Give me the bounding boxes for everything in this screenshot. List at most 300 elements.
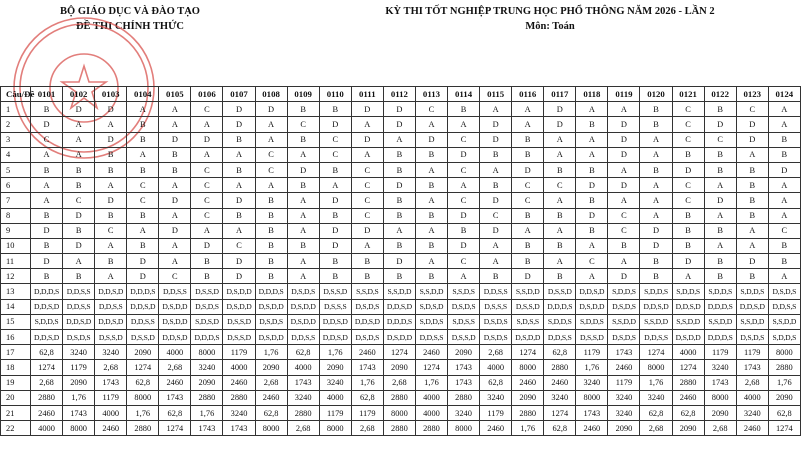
- answer-cell: 2,68: [255, 375, 287, 390]
- answer-cell: D: [319, 238, 351, 253]
- answer-cell: B: [672, 208, 704, 223]
- answer-cell: 1,76: [191, 405, 223, 420]
- answer-cell: 1,76: [415, 375, 447, 390]
- answer-cell: D: [31, 254, 63, 269]
- answer-cell: C: [127, 178, 159, 193]
- answer-cell: B: [255, 223, 287, 238]
- answer-cell: 1743: [63, 405, 95, 420]
- answer-cell: 8000: [255, 421, 287, 436]
- answer-cell: B: [704, 162, 736, 177]
- answer-cell: 1743: [448, 375, 480, 390]
- question-number: 2: [1, 117, 31, 132]
- answer-cell: A: [159, 254, 191, 269]
- answer-cell: A: [608, 162, 640, 177]
- answer-cell: D: [480, 132, 512, 147]
- answer-cell: 2,68: [287, 421, 319, 436]
- answer-cell: D: [383, 178, 415, 193]
- answer-cell: A: [31, 178, 63, 193]
- answer-cell: D,S,D,S: [480, 314, 512, 329]
- exam-code-header: 0120: [640, 87, 672, 102]
- answer-cell: 4000: [480, 360, 512, 375]
- answer-cell: B: [255, 193, 287, 208]
- answer-cell: C: [127, 193, 159, 208]
- answer-cell: D,D,S,S: [95, 299, 127, 314]
- answer-cell: D,D,S,S: [640, 330, 672, 345]
- answer-cell: C: [768, 223, 800, 238]
- answer-cell: 1,76: [640, 375, 672, 390]
- answer-cell: B: [95, 208, 127, 223]
- answer-cell: 2880: [415, 421, 447, 436]
- answer-cell: B: [127, 162, 159, 177]
- answer-cell: A: [95, 117, 127, 132]
- answer-cell: D,S,D,D: [223, 284, 255, 299]
- answer-cell: D: [191, 238, 223, 253]
- answer-cell: D,S,S,D: [127, 330, 159, 345]
- answer-cell: C: [672, 193, 704, 208]
- exam-code-header: 0123: [736, 87, 768, 102]
- table-row: [1, 193, 801, 208]
- answer-cell: 2880: [448, 390, 480, 405]
- answer-cell: D: [223, 102, 255, 117]
- answer-cell: D: [672, 162, 704, 177]
- answer-cell: A: [736, 223, 768, 238]
- answer-cell: D,S,D,D: [159, 299, 191, 314]
- table-row: [1, 345, 801, 360]
- question-number: 12: [1, 269, 31, 284]
- answer-cell: 1,76: [255, 345, 287, 360]
- answer-cell: 2090: [63, 375, 95, 390]
- question-number: 21: [1, 405, 31, 420]
- answer-cell: A: [640, 132, 672, 147]
- answer-cell: D: [704, 193, 736, 208]
- answer-cell: A: [608, 254, 640, 269]
- answer-cell: D,D,S,S: [544, 330, 576, 345]
- answer-cell: C: [95, 223, 127, 238]
- answer-cell: 2,68: [704, 421, 736, 436]
- answer-cell: A: [127, 147, 159, 162]
- answer-cell: A: [159, 117, 191, 132]
- answer-cell: D,D,S,D: [31, 299, 63, 314]
- answer-cell: B: [672, 223, 704, 238]
- answer-cell: D,S,S,D: [512, 299, 544, 314]
- answer-cell: 2460: [512, 375, 544, 390]
- answer-cell: 2880: [31, 390, 63, 405]
- answer-cell: A: [544, 147, 576, 162]
- answer-cell: B: [736, 178, 768, 193]
- answer-cell: 2460: [95, 421, 127, 436]
- answer-cell: 2880: [512, 405, 544, 420]
- answer-cell: B: [512, 208, 544, 223]
- answer-cell: D,S,D,S: [287, 284, 319, 299]
- answer-cell: 2460: [480, 421, 512, 436]
- answer-cell: 2460: [31, 405, 63, 420]
- answer-cell: B: [255, 269, 287, 284]
- table-row: [1, 330, 801, 345]
- answer-cell: B: [31, 269, 63, 284]
- answer-cell: A: [255, 178, 287, 193]
- answer-cell: 1743: [223, 421, 255, 436]
- answer-cell: 4000: [223, 360, 255, 375]
- answer-cell: C: [287, 117, 319, 132]
- answer-cell: D: [159, 223, 191, 238]
- answer-cell: B: [608, 238, 640, 253]
- answer-cell: B: [736, 193, 768, 208]
- answer-cell: D: [255, 102, 287, 117]
- answer-cell: D,S,S,D: [544, 284, 576, 299]
- answer-cell: 1,76: [319, 345, 351, 360]
- answer-cell: D,S,D,S: [608, 299, 640, 314]
- answer-cell: S,D,S,D: [415, 299, 447, 314]
- answer-cell: B: [223, 132, 255, 147]
- answer-cell: D,D,D,S: [704, 299, 736, 314]
- answer-cell: 4000: [415, 390, 447, 405]
- answer-cell: B: [95, 254, 127, 269]
- answer-cell: 3240: [480, 390, 512, 405]
- table-row: [1, 117, 801, 132]
- answer-cell: B: [255, 254, 287, 269]
- answer-cell: S,D,D,S: [736, 284, 768, 299]
- answer-cell: A: [191, 147, 223, 162]
- exam-code-header: 0101: [31, 87, 63, 102]
- answer-cell: B: [640, 269, 672, 284]
- answer-cell: B: [576, 193, 608, 208]
- question-number: 1: [1, 102, 31, 117]
- answer-cell: D: [223, 254, 255, 269]
- answer-cell: B: [448, 223, 480, 238]
- answer-cell: B: [383, 208, 415, 223]
- answer-cell: B: [512, 254, 544, 269]
- exam-code-header: 0115: [480, 87, 512, 102]
- answer-cell: D: [576, 208, 608, 223]
- answer-cell: D,S,S,D: [319, 284, 351, 299]
- answer-cell: A: [415, 117, 447, 132]
- answer-cell: A: [512, 102, 544, 117]
- answer-cell: B: [704, 254, 736, 269]
- answer-cell: B: [768, 147, 800, 162]
- answer-cell: D,S,D,D: [255, 299, 287, 314]
- answer-cell: 1743: [287, 375, 319, 390]
- answer-cell: A: [672, 269, 704, 284]
- answer-cell: A: [480, 102, 512, 117]
- answer-cell: 2090: [448, 345, 480, 360]
- answer-cell: 2880: [223, 390, 255, 405]
- answer-cell: B: [383, 238, 415, 253]
- answer-cell: 3240: [95, 345, 127, 360]
- answer-cell: B: [544, 269, 576, 284]
- question-number: 13: [1, 284, 31, 299]
- answer-cell: D,S,D,S: [736, 330, 768, 345]
- answer-cell: D,D,S,D: [63, 314, 95, 329]
- answer-cell: D,S,D,D: [255, 330, 287, 345]
- answer-cell: S,D,S,D: [191, 314, 223, 329]
- exam-code-header: 0114: [448, 87, 480, 102]
- answer-cell: 2880: [768, 360, 800, 375]
- answer-cell: B: [31, 208, 63, 223]
- answer-cell: B: [512, 238, 544, 253]
- answer-cell: D,D,S,S: [159, 284, 191, 299]
- answer-cell: 3240: [576, 375, 608, 390]
- answer-cell: 3240: [223, 405, 255, 420]
- answer-cell: 2090: [127, 345, 159, 360]
- answer-cell: A: [287, 254, 319, 269]
- exam-code-header: 0113: [415, 87, 447, 102]
- answer-cell: A: [544, 132, 576, 147]
- answer-cell: B: [640, 162, 672, 177]
- answer-cell: C: [544, 178, 576, 193]
- answer-cell: C: [191, 193, 223, 208]
- answer-cell: D: [159, 132, 191, 147]
- answer-cell: 3240: [287, 390, 319, 405]
- answer-cell: 1274: [672, 360, 704, 375]
- answer-cell: C: [448, 254, 480, 269]
- answer-cell: B: [319, 269, 351, 284]
- exam-code-header: 0118: [576, 87, 608, 102]
- answer-cell: 2460: [351, 345, 383, 360]
- answer-cell: B: [736, 269, 768, 284]
- answer-cell: D,D,D,S: [191, 330, 223, 345]
- exam-code-header: 0108: [255, 87, 287, 102]
- answer-cell: B: [383, 147, 415, 162]
- answer-cell: D: [448, 208, 480, 223]
- answer-key-table: [0, 86, 801, 436]
- question-number: 8: [1, 208, 31, 223]
- answer-cell: D: [351, 132, 383, 147]
- exam-code-header: 0107: [223, 87, 255, 102]
- answer-cell: A: [63, 117, 95, 132]
- answer-cell: D,D,S,S: [287, 330, 319, 345]
- answer-cell: D: [63, 102, 95, 117]
- answer-cell: A: [768, 269, 800, 284]
- answer-cell: C: [63, 193, 95, 208]
- answer-cell: B: [191, 269, 223, 284]
- answer-cell: 62,8: [31, 345, 63, 360]
- header-row: [1, 87, 801, 102]
- answer-cell: A: [512, 117, 544, 132]
- answer-cell: A: [127, 223, 159, 238]
- answer-cell: 1,76: [63, 390, 95, 405]
- answer-cell: B: [95, 162, 127, 177]
- answer-cell: D: [63, 238, 95, 253]
- answer-cell: D: [608, 178, 640, 193]
- answer-cell: A: [223, 147, 255, 162]
- answer-cell: A: [223, 178, 255, 193]
- answer-cell: D,S,S,D: [191, 284, 223, 299]
- answer-cell: D,D,S,D: [672, 299, 704, 314]
- answer-cell: 2090: [768, 390, 800, 405]
- answer-cell: B: [319, 162, 351, 177]
- answer-cell: S,D,D,S: [768, 330, 800, 345]
- answer-cell: 2460: [608, 360, 640, 375]
- answer-cell: B: [351, 269, 383, 284]
- answer-cell: D,D,S,S: [63, 284, 95, 299]
- answer-cell: D,S,D,S: [63, 330, 95, 345]
- answer-cell: A: [448, 178, 480, 193]
- answer-cell: 1,76: [768, 375, 800, 390]
- answer-cell: B: [704, 147, 736, 162]
- answer-cell: 1274: [768, 421, 800, 436]
- answer-cell: D: [95, 102, 127, 117]
- answer-cell: B: [640, 117, 672, 132]
- answer-cell: D,D,S,D: [127, 299, 159, 314]
- answer-cell: 1274: [31, 360, 63, 375]
- answer-cell: B: [576, 117, 608, 132]
- answer-cell: C: [480, 208, 512, 223]
- answer-cell: 2460: [544, 375, 576, 390]
- answer-cell: S,S,D,D: [512, 284, 544, 299]
- answer-cell: D,S,D,S: [768, 284, 800, 299]
- answer-cell: D,D,S,S: [415, 330, 447, 345]
- answer-cell: C: [255, 147, 287, 162]
- answer-cell: B: [319, 254, 351, 269]
- answer-cell: D,D,S,D: [319, 314, 351, 329]
- answer-cell: A: [159, 178, 191, 193]
- answer-cell: D,D,S,D: [95, 314, 127, 329]
- answer-cell: D: [319, 117, 351, 132]
- answer-cell: B: [544, 208, 576, 223]
- answer-cell: D,D,D,S: [383, 314, 415, 329]
- answer-cell: D,D,D,S: [704, 330, 736, 345]
- answer-cell: 2880: [191, 390, 223, 405]
- answer-cell: A: [576, 238, 608, 253]
- table-row: [1, 421, 801, 436]
- table-row: [1, 162, 801, 177]
- exam-code-header: 0121: [672, 87, 704, 102]
- answer-cell: D,S,S,S: [319, 299, 351, 314]
- answer-cell: B: [512, 132, 544, 147]
- answer-cell: B: [480, 269, 512, 284]
- corner-cell: Câu/Đề: [1, 87, 31, 102]
- answer-cell: B: [768, 238, 800, 253]
- answer-cell: D: [736, 132, 768, 147]
- answer-cell: A: [768, 102, 800, 117]
- answer-cell: C: [319, 132, 351, 147]
- answer-cell: A: [287, 208, 319, 223]
- answer-cell: 3240: [704, 360, 736, 375]
- answer-cell: 1743: [448, 360, 480, 375]
- answer-cell: 1179: [95, 390, 127, 405]
- header-left: [30, 4, 230, 34]
- answer-cell: C: [31, 132, 63, 147]
- table-row: [1, 375, 801, 390]
- table-row: [1, 178, 801, 193]
- answer-cell: D: [223, 269, 255, 284]
- answer-cell: A: [544, 223, 576, 238]
- answer-cell: B: [319, 102, 351, 117]
- answer-cell: S,D,D,S: [31, 314, 63, 329]
- answer-cell: 8000: [640, 360, 672, 375]
- answer-cell: B: [383, 162, 415, 177]
- official-exam-label: ĐỀ THI CHÍNH THỨC: [75, 21, 185, 32]
- answer-cell: B: [159, 147, 191, 162]
- question-number: 19: [1, 375, 31, 390]
- answer-cell: D,D,D,S: [544, 299, 576, 314]
- answer-cell: 62,8: [127, 375, 159, 390]
- answer-cell: S,S,D,D: [640, 314, 672, 329]
- answer-cell: B: [383, 193, 415, 208]
- answer-cell: A: [159, 238, 191, 253]
- answer-cell: 1179: [351, 405, 383, 420]
- answer-cell: A: [159, 102, 191, 117]
- answer-cell: A: [640, 147, 672, 162]
- answer-cell: D: [672, 254, 704, 269]
- answer-cell: A: [576, 132, 608, 147]
- answer-cell: 2460: [223, 375, 255, 390]
- answer-cell: D: [351, 102, 383, 117]
- answer-cell: D: [640, 238, 672, 253]
- answer-cell: C: [512, 178, 544, 193]
- answer-cell: B: [640, 102, 672, 117]
- answer-cell: A: [480, 238, 512, 253]
- answer-cell: B: [159, 162, 191, 177]
- answer-cell: D,S,D,S: [255, 314, 287, 329]
- answer-cell: B: [287, 102, 319, 117]
- answer-cell: D,D,S,S: [127, 314, 159, 329]
- answer-cell: 2,68: [31, 375, 63, 390]
- answer-cell: A: [415, 223, 447, 238]
- answer-cell: D: [159, 193, 191, 208]
- answer-cell: D,S,D,D: [576, 299, 608, 314]
- answer-cell: 1179: [736, 345, 768, 360]
- answer-cell: B: [223, 208, 255, 223]
- answer-cell: D: [512, 269, 544, 284]
- answer-cell: A: [544, 254, 576, 269]
- answer-cell: 1179: [319, 405, 351, 420]
- answer-cell: A: [383, 223, 415, 238]
- answer-cell: S,S,D,D: [736, 314, 768, 329]
- answer-cell: 1274: [544, 405, 576, 420]
- ministry-name: BỘ GIÁO DỤC VÀ ĐÀO TẠO: [60, 6, 200, 17]
- answer-cell: D: [31, 117, 63, 132]
- table-row: [1, 208, 801, 223]
- answer-cell: D,D,D,S: [127, 284, 159, 299]
- exam-code-header: 0117: [544, 87, 576, 102]
- answer-cell: 1743: [351, 360, 383, 375]
- answer-cell: 2460: [576, 421, 608, 436]
- answer-cell: A: [576, 102, 608, 117]
- table-row: [1, 284, 801, 299]
- answer-cell: 4000: [319, 390, 351, 405]
- answer-cell: B: [127, 208, 159, 223]
- answer-cell: A: [63, 147, 95, 162]
- answer-cell: 4000: [736, 390, 768, 405]
- exam-code-header: 0102: [63, 87, 95, 102]
- answer-cell: B: [415, 208, 447, 223]
- answer-cell: B: [127, 117, 159, 132]
- answer-cell: B: [704, 269, 736, 284]
- answer-cell: A: [736, 147, 768, 162]
- answer-cell: C: [672, 132, 704, 147]
- answer-cell: A: [480, 254, 512, 269]
- table-row: [1, 390, 801, 405]
- answer-cell: S,S,D,D: [704, 314, 736, 329]
- answer-cell: 1743: [736, 360, 768, 375]
- answer-cell: A: [448, 269, 480, 284]
- answer-cell: 1,76: [351, 375, 383, 390]
- answer-cell: A: [191, 223, 223, 238]
- answer-cell: B: [383, 269, 415, 284]
- answer-cell: 2,68: [640, 421, 672, 436]
- answer-cell: B: [31, 238, 63, 253]
- answer-cell: D: [415, 132, 447, 147]
- answer-cell: D: [319, 193, 351, 208]
- answer-cell: S,D,D,S: [415, 314, 447, 329]
- answer-cell: A: [127, 102, 159, 117]
- answer-cell: A: [95, 238, 127, 253]
- question-number: 18: [1, 360, 31, 375]
- answer-cell: B: [415, 238, 447, 253]
- answer-cell: 1,76: [512, 421, 544, 436]
- answer-cell: A: [704, 208, 736, 223]
